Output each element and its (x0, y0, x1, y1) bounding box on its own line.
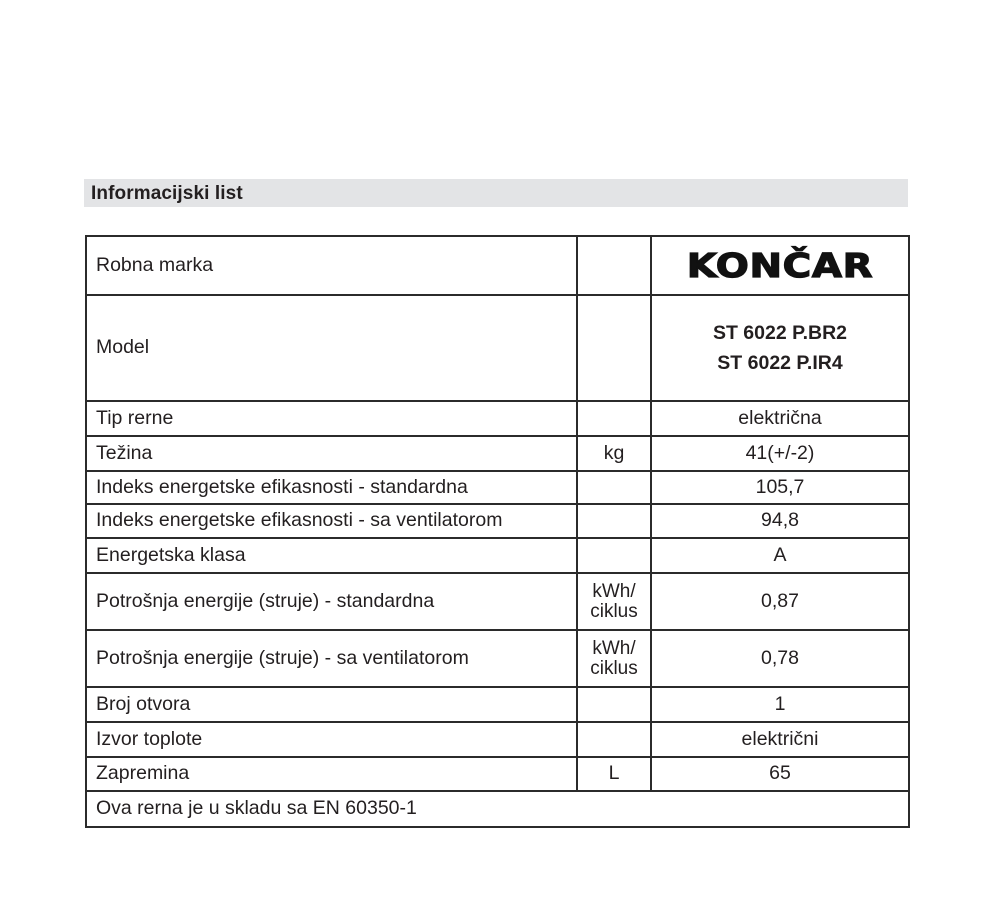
brand-logo: KONČAR (686, 245, 874, 285)
row-unit (577, 722, 651, 757)
table-row-compliance (86, 791, 909, 827)
row-label: Potrošnja energije (struje) - sa ventilatorom (86, 630, 577, 687)
row-unit (577, 401, 651, 436)
table-row-eei-fan (86, 504, 909, 538)
table-row-heat-source (86, 722, 909, 757)
row-value: električna (651, 401, 909, 436)
row-label: Robna marka (86, 236, 577, 295)
row-value: 0,87 (651, 573, 909, 630)
row-label: Težina (86, 436, 577, 471)
row-value: električni (651, 722, 909, 757)
table-row-brand (86, 236, 909, 295)
row-label: Tip rerne (86, 401, 577, 436)
row-label: Indeks energetske efikasnosti - sa ventilatorom (86, 504, 577, 538)
row-unit (577, 538, 651, 573)
unit-line: ciklus (590, 657, 638, 679)
row-value: A (651, 538, 909, 573)
row-label: Potrošnja energije (struje) - standardna (86, 573, 577, 630)
compliance-note: Ova rerna je u skladu sa EN 60350-1 (86, 791, 909, 827)
table-row-eei-standard (86, 471, 909, 504)
row-value: 0,78 (651, 630, 909, 687)
row-unit: L (577, 757, 651, 791)
row-label: Indeks energetske efikasnosti - standardna (86, 471, 577, 504)
row-value: 94,8 (651, 504, 909, 538)
row-value: 1 (651, 687, 909, 722)
model-line: ST 6022 P.BR2 (712, 321, 848, 344)
table-row-volume (86, 757, 909, 791)
row-label: Model (86, 295, 577, 401)
row-unit (577, 504, 651, 538)
row-unit (577, 630, 651, 687)
table-row-energy-class (86, 538, 909, 573)
row-unit (577, 687, 651, 722)
row-unit (577, 471, 651, 504)
row-label: Izvor toplote (86, 722, 577, 757)
row-value: 65 (651, 757, 909, 791)
table-row-oven-type (86, 401, 909, 436)
table-row-consumption-standard (86, 573, 909, 630)
row-label: Zapremina (86, 757, 577, 791)
row-unit (577, 295, 651, 401)
row-unit: kg (577, 436, 651, 471)
product-info-table (85, 235, 910, 828)
model-line: ST 6022 P.IR4 (717, 352, 843, 374)
unit-line: kWh/ (592, 637, 636, 659)
row-unit (577, 236, 651, 295)
table-row-consumption-fan (86, 630, 909, 687)
unit-line: kWh/ (592, 580, 636, 602)
section-header (84, 179, 908, 207)
table-row-cavities (86, 687, 909, 722)
row-value (651, 236, 909, 295)
row-label: Broj otvora (86, 687, 577, 722)
row-value (651, 295, 909, 401)
table-row-weight (86, 436, 909, 471)
row-value: 41(+/-2) (651, 436, 909, 471)
row-label: Energetska klasa (86, 538, 577, 573)
table-row-model (86, 295, 909, 401)
section-title: Informacijski list (91, 183, 243, 204)
row-unit (577, 573, 651, 630)
unit-line: ciklus (590, 600, 638, 622)
row-value: 105,7 (651, 471, 909, 504)
